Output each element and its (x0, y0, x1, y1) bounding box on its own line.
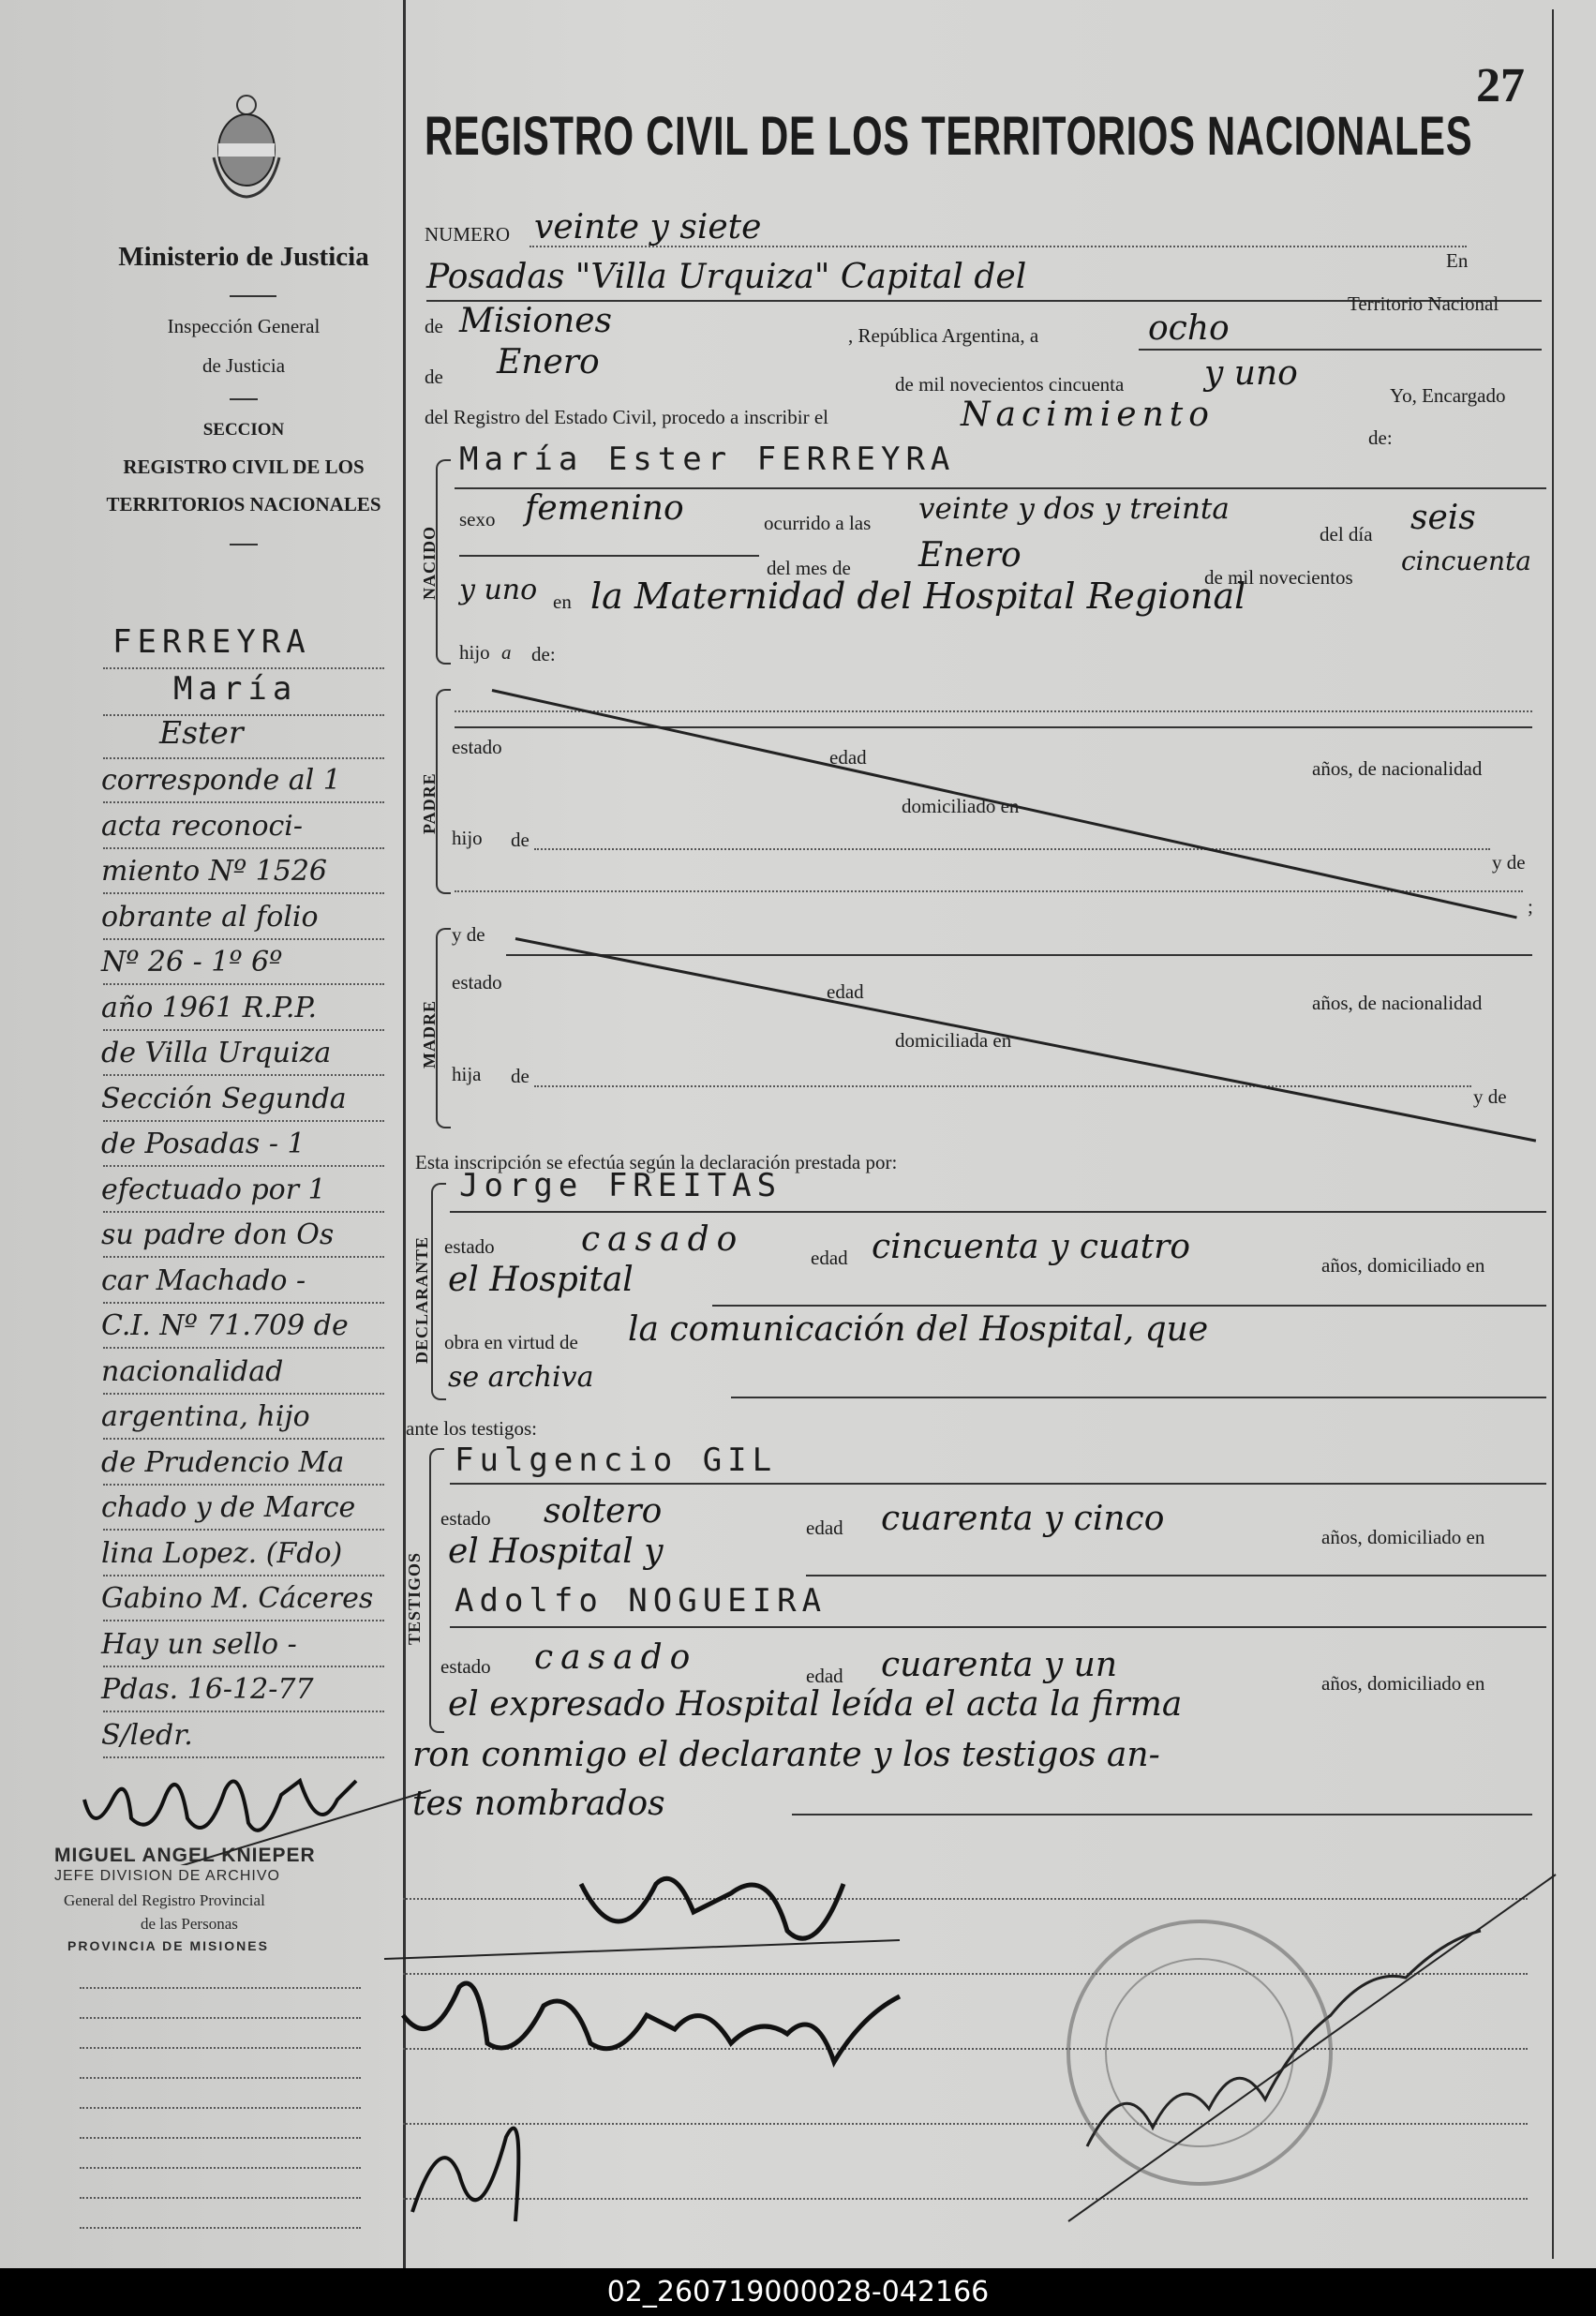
lower-dotted-line (80, 1987, 361, 1989)
territorio-label: Territorio Nacional (1348, 292, 1499, 315)
place-value: Posadas "Villa Urquiza" Capital del (426, 258, 1027, 296)
testigo-2-anios-label: años, domiciliado en (1321, 1672, 1485, 1695)
del-dia-label: del día (1320, 523, 1373, 545)
margin-surname: FERREYRA (112, 623, 311, 661)
act-type-value: Nacimiento (961, 396, 1215, 434)
solid-line (450, 1211, 1546, 1213)
padre-cancel-line (492, 689, 1517, 919)
section-label: SECCION (202, 420, 285, 440)
margin-note-line: su padre don Os (101, 1218, 335, 1251)
margin-dotted-line (103, 1029, 384, 1031)
margin-dotted-line (103, 1575, 384, 1576)
sexo-value: femenino (525, 489, 684, 528)
lugar-en-label: en (553, 590, 572, 613)
solid-line (506, 954, 1532, 956)
madre-hija-label: hija (452, 1063, 482, 1085)
margin-note-line: Hay un sello - (101, 1627, 297, 1661)
margin-note-line: car Machado - (101, 1263, 306, 1297)
margin-note-line: nacionalidad (101, 1354, 284, 1388)
stamp-line-5: PROVINCIA DE MISIONES (67, 1938, 269, 1953)
closing-line-2: tes nombrados (412, 1785, 665, 1823)
numero-value: veinte y siete (534, 208, 762, 247)
declarante-estado-label: estado (444, 1235, 495, 1258)
testigos-brace (429, 1448, 444, 1733)
testigo-2-edad-value: cuarenta y un (881, 1646, 1118, 1684)
declarante-edad-label: edad (811, 1247, 848, 1269)
madre-de-label: de (511, 1065, 530, 1087)
hijo-label: hijo (459, 641, 490, 664)
madre-y-de-label: y de (452, 923, 485, 946)
padre-end-mark: ; (1528, 895, 1533, 918)
margin-dotted-line (103, 1711, 384, 1712)
testigo-1-estado-value: soltero (544, 1492, 663, 1531)
margin-note-line: de Posadas - 1 (101, 1128, 306, 1160)
separator (230, 295, 276, 297)
declaracion-label: Esta inscripción se efectúa según la declaración prestada por: (415, 1151, 898, 1173)
lower-dotted-line (80, 2107, 361, 2109)
month-value: Enero (497, 343, 600, 381)
testigo-1-name: Fulgencio GIL (455, 1442, 778, 1479)
territory-value: Misiones (459, 302, 613, 340)
declarante-label: DECLARANTE (412, 1235, 431, 1364)
margin-note-line: lina Lopez. (Fdo) (101, 1536, 343, 1570)
margin-dotted-line (103, 714, 384, 716)
margin-name-1: María (173, 670, 298, 708)
mes-value: Enero (918, 536, 1022, 575)
margin-dotted-line (103, 1302, 384, 1304)
inspection-label-1: Inspección General (167, 315, 321, 337)
numero-label: NUMERO (425, 223, 511, 246)
margin-note-line: chado y de Marce (101, 1491, 356, 1524)
testigo-1-edad-label: edad (806, 1517, 843, 1539)
registro-label: del Registro del Estado Civil, procedo a inscribir el (425, 406, 828, 428)
solid-line (455, 726, 1532, 728)
sexo-label: sexo (459, 508, 496, 530)
madre-edad-label: edad (827, 980, 864, 1003)
hijo-value: a (501, 641, 512, 664)
inspection-label-2: de Justicia (201, 354, 286, 377)
margin-note-line: obrante al folio (101, 900, 319, 934)
stamp-line-3: General del Registro Provincial (64, 1891, 265, 1909)
page-number: 27 (1476, 59, 1525, 112)
declarante-obra-label: obra en virtud de (444, 1331, 578, 1353)
scan-code: 02_260719000028-042166 (0, 2268, 1596, 2316)
del-mes-label: del mes de (767, 557, 851, 579)
dotted-line (455, 890, 1523, 892)
lugar-value: la Maternidad del Hospital Regional (590, 575, 1246, 617)
margin-note-line: acta reconoci- (101, 809, 304, 843)
margin-dotted-line (103, 1347, 384, 1349)
dotted-line (534, 848, 1490, 850)
madre-anios-label: años, de nacionalidad (1312, 992, 1483, 1014)
year-label: de mil novecientos cincuenta (895, 373, 1125, 396)
margin-dotted-line (103, 1120, 384, 1122)
de-label: de (425, 315, 443, 337)
margin-dotted-line (103, 1074, 384, 1076)
en-label: En (1446, 249, 1469, 272)
ministry-label: Ministerio de Justicia (118, 242, 369, 272)
testigo-2-edad-label: edad (806, 1665, 843, 1687)
lower-dotted-line (80, 2137, 361, 2139)
testigo-2-domicilio: el expresado Hospital leída el acta la firma (448, 1685, 1183, 1724)
section-name-2: TERRITORIOS NACIONALES (106, 493, 381, 515)
testigo-1-edad-value: cuarenta y cinco (881, 1500, 1165, 1538)
padre-label: PADRE (420, 772, 439, 834)
lower-dotted-line (80, 2197, 361, 2199)
dotted-line (455, 710, 1532, 712)
solid-line (792, 1814, 1532, 1815)
margin-note-line: miento Nº 1526 (101, 855, 328, 888)
solid-line (806, 1575, 1546, 1576)
padre-hijo-label: hijo (452, 827, 483, 849)
dia-value: seis (1410, 499, 1476, 537)
margin-dotted-line (103, 1256, 384, 1258)
margin-dotted-line (103, 1211, 384, 1213)
stamp-line-4: de las Personas (141, 1915, 238, 1933)
margin-note-line: C.I. Nº 71.709 de (101, 1309, 349, 1342)
margin-note-line: efectuado por 1 (101, 1173, 326, 1206)
padre-de-label: de (511, 829, 530, 851)
de-colon-label: de: (1368, 426, 1393, 449)
margin-note-line: Sección Segunda (101, 1082, 347, 1115)
section-name-1: REGISTRO CIVIL DE LOS (123, 456, 365, 478)
stamp-line-1: MIGUEL ANGEL KNIEPER (54, 1845, 316, 1866)
margin-dotted-line (103, 1484, 384, 1486)
anio-value-1: cincuenta (1401, 545, 1531, 576)
hijo-de-label: de: (531, 643, 556, 665)
margin-note-line: Nº 26 - 1º 6º (101, 946, 283, 979)
madre-cancel-line (515, 937, 1536, 1143)
encargado-label: Yo, Encargado (1390, 384, 1506, 407)
padre-y-de-label: y de (1492, 851, 1526, 874)
margin-dotted-line (103, 667, 384, 669)
margin-note-line: argentina, hijo (101, 1400, 310, 1433)
madre-domiciliada-label: domiciliada en (895, 1029, 1012, 1052)
declarante-obra-value-2: se archiva (448, 1361, 594, 1394)
stamp-line-2: JEFE DIVISION DE ARCHIVO (54, 1868, 280, 1884)
declarante-anios-label: años, domiciliado en (1321, 1254, 1485, 1277)
margin-note-line: Pdas. 16-12-77 (101, 1673, 314, 1706)
margin-note-line: Gabino M. Cáceres (101, 1582, 374, 1615)
declarante-brace (431, 1183, 446, 1400)
declarante-estado-value: casado (581, 1220, 745, 1259)
declarante-name: Jorge FREITAS (459, 1167, 783, 1204)
declarante-edad-value: cincuenta y cuatro (872, 1228, 1191, 1266)
padre-edad-label: edad (829, 746, 867, 769)
declarante-obra-value-1: la comunicación del Hospital, que (628, 1310, 1209, 1349)
nacido-full-name: María Ester FERREYRA (459, 441, 956, 478)
coat-of-arms-icon (204, 92, 289, 204)
testigo-1-estado-label: estado (440, 1507, 491, 1530)
year-value: y uno (1204, 354, 1298, 393)
lower-dotted-line (80, 2017, 361, 2019)
day-value: ocho (1148, 309, 1230, 348)
testigo-2-estado-label: estado (440, 1655, 491, 1678)
padre-anios-label: años, de nacionalidad (1312, 757, 1483, 780)
solid-line (459, 555, 759, 557)
testigo-1-anios-label: años, domiciliado en (1321, 1526, 1485, 1548)
lower-dotted-line (80, 2167, 361, 2169)
margin-note-line: S/ledr. (101, 1718, 193, 1752)
ocurrido-label: ocurrido a las (764, 512, 872, 534)
padre-estado-label: estado (452, 736, 502, 758)
margin-dotted-line (103, 1666, 384, 1667)
solid-line (450, 1483, 1546, 1485)
testigos-intro-label: ante los testigos: (406, 1417, 537, 1440)
solid-line (1139, 349, 1542, 351)
testigo-2-estado-value: casado (534, 1638, 698, 1677)
margin-dotted-line (103, 1438, 384, 1440)
separator (230, 398, 258, 400)
separator (230, 544, 258, 545)
margin-note-line: de Villa Urquiza (101, 1037, 332, 1069)
dotted-line (534, 1085, 1471, 1087)
padre-domiciliado-label: domiciliado en (902, 795, 1020, 817)
lower-dotted-line (80, 2227, 361, 2229)
testigo-2-name: Adolfo NOGUEIRA (455, 1582, 828, 1620)
republica-label: , República Argentina, a (848, 324, 1039, 347)
de-label-2: de (425, 366, 443, 388)
margin-dotted-line (103, 938, 384, 940)
madre-estado-label: estado (452, 971, 502, 994)
madre-label: MADRE (420, 1000, 439, 1068)
margin-dotted-line (103, 801, 384, 803)
page-title: REGISTRO CIVIL DE LOS TERRITORIOS NACIONALES (425, 106, 1473, 167)
margin-dotted-line (103, 757, 384, 759)
margin-note-line: de Prudencio Ma (101, 1445, 345, 1479)
closing-line-1: ron conmigo el declarante y los testigos an- (412, 1736, 1160, 1774)
margin-dotted-line (103, 1529, 384, 1531)
margin-dotted-line (103, 1165, 384, 1167)
lower-dotted-line (80, 2047, 361, 2049)
margin-dotted-line (103, 892, 384, 894)
declarante-domicilio-value: el Hospital (448, 1261, 634, 1299)
margin-dotted-line (103, 1620, 384, 1621)
madre-y-de-label-2: y de (1473, 1085, 1507, 1108)
margin-dotted-line (103, 847, 384, 849)
margin-name-2: Ester (159, 714, 244, 751)
margin-dotted-line (103, 1393, 384, 1395)
anio-label: de mil novecientos (1204, 566, 1353, 589)
nacido-label: NACIDO (420, 525, 439, 600)
solid-line (450, 1626, 1546, 1628)
testigo-1-domicilio: el Hospital y (448, 1532, 664, 1571)
margin-dotted-line (103, 983, 384, 985)
lower-dotted-line (80, 2077, 361, 2079)
margin-note-line: corresponde al 1 (101, 764, 341, 797)
testigos-label: TESTIGOS (405, 1551, 424, 1645)
anio-value-2: y uno (459, 574, 538, 606)
solid-line (731, 1397, 1546, 1398)
margin-note-line: año 1961 R.P.P. (101, 991, 318, 1024)
hora-value: veinte y dos y treinta (918, 492, 1230, 526)
handwritten-signatures (375, 1828, 1574, 2259)
solid-line (712, 1305, 1546, 1307)
